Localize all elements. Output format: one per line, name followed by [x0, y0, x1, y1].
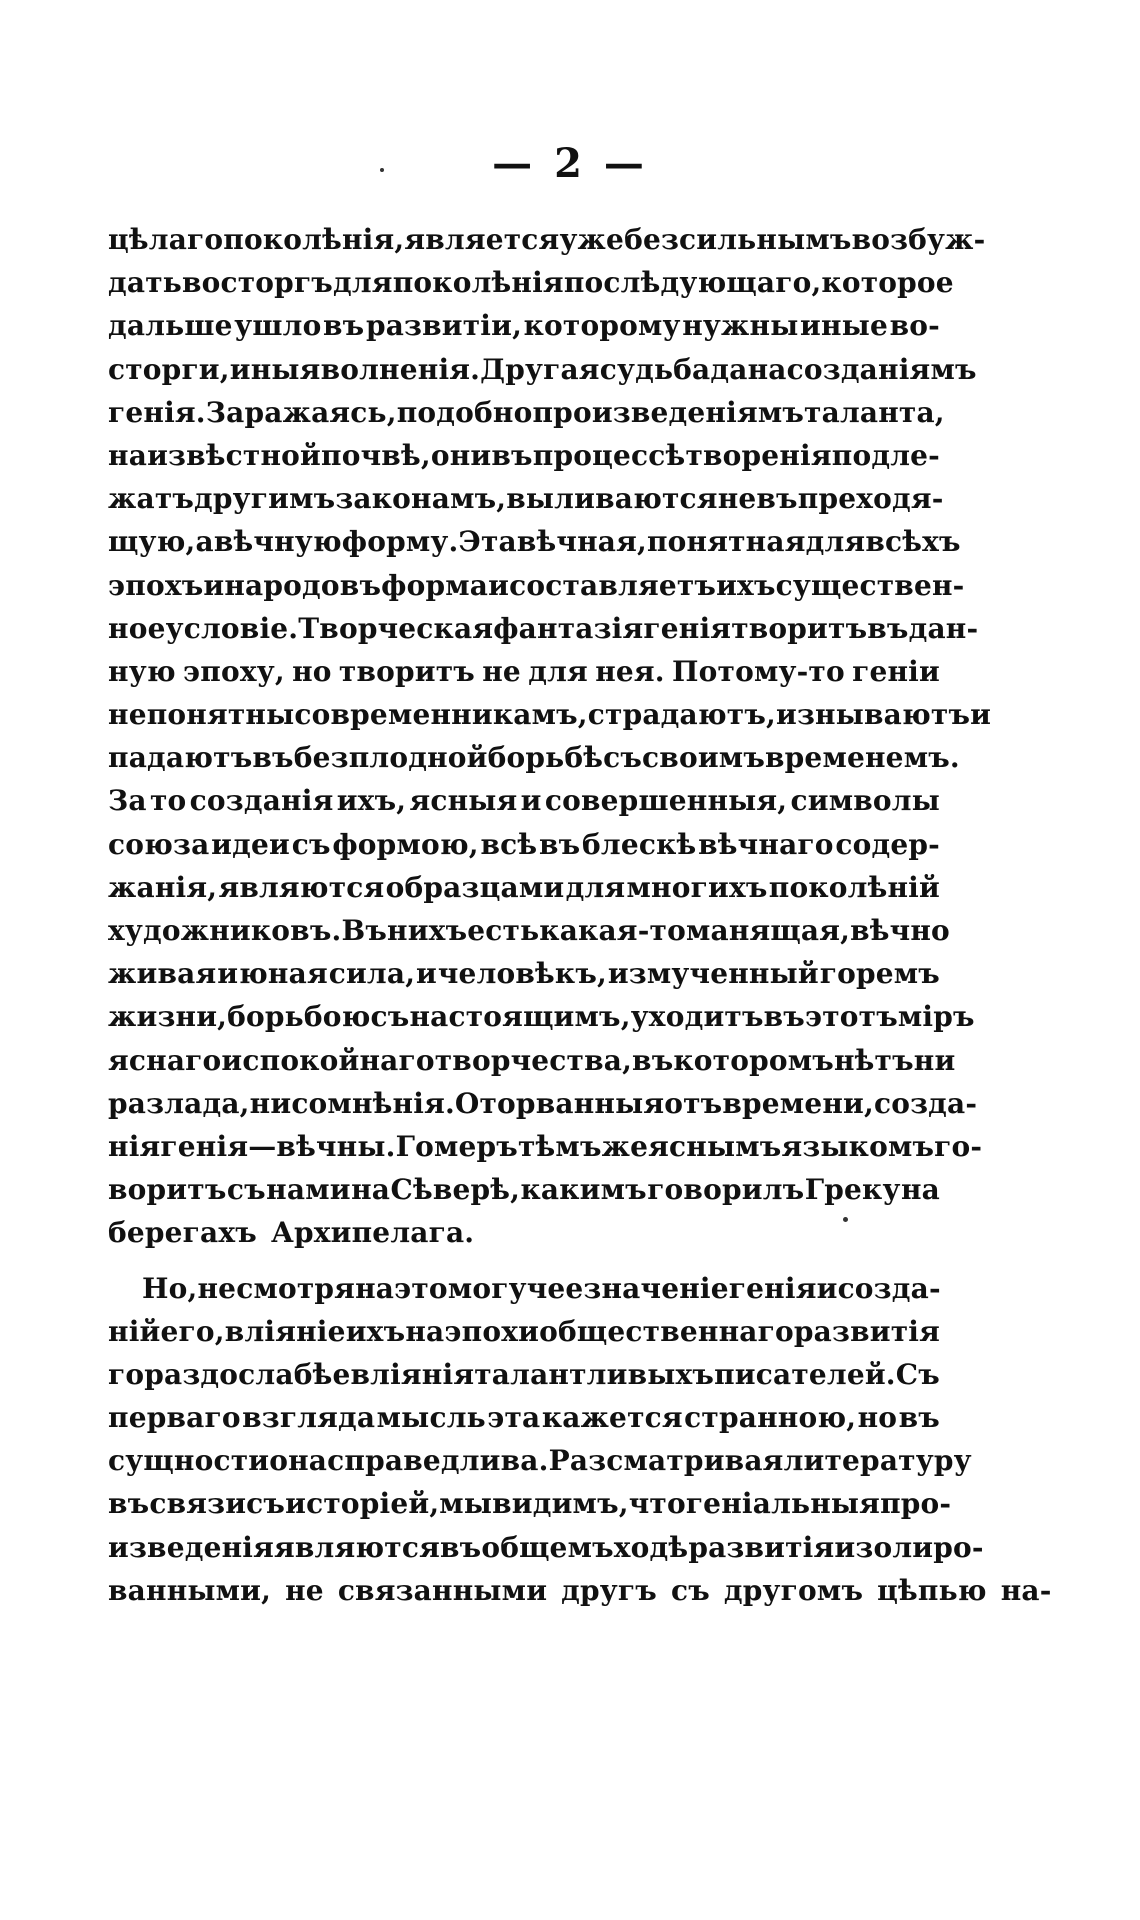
text-line: эпохъ и народовъ форма и составляетъ ихъ существен- [108, 568, 965, 602]
text-line: гораздо слабѣе вліянія талантливыхъ писателей. Съ [108, 1357, 940, 1391]
text-line: дать восторгъ для поколѣнія послѣдующаго, которое [108, 266, 954, 300]
text-line: ную эпоху, но творитъ не для нея. Потому-то геніи [108, 654, 940, 688]
body-text [108, 218, 1052, 1612]
text-line: сущности она справедлива. Разсматривая литературу [108, 1444, 972, 1478]
text-line: берегахъ Архипелага. [108, 1216, 475, 1250]
text-line: разлада, ни сомнѣнія. Оторванныя отъ времени, созда- [108, 1086, 978, 1120]
text-line: щую, а вѣчную форму. Эта вѣчная, понятная для всѣхъ [108, 525, 961, 559]
paragraph-1 [108, 218, 992, 1255]
text-line: Но, не смотря на это могучее значеніе генія и созда- [142, 1271, 941, 1305]
text-line: изведенія являются въ общемъ ходѣ развитія изолиро- [108, 1530, 984, 1564]
text-line: падаютъ въ безплодной борьбѣ съ своимъ временемъ. [108, 741, 960, 775]
print-speck [843, 1217, 848, 1222]
text-line: сторги, иныя волненія. Другая судьба дана созданіямъ [108, 352, 977, 386]
text-line: жизни, борьбою съ настоящимъ, уходитъ въ этотъ міръ [108, 1000, 975, 1034]
text-line: непонятны современникамъ, страдаютъ, изнываютъ и [108, 698, 992, 732]
text-line: яснаго и спокойнаго творчества, въ которомъ нѣтъ ни [108, 1043, 956, 1077]
page-number: — 2 — [492, 140, 648, 187]
text-line: ній его, вліяніе ихъ на эпохи общественнаго развитія [108, 1314, 940, 1348]
text-line: ванными, не связанными другъ съ другомъ цѣпью на- [108, 1573, 1052, 1607]
text-line: въ связи съ исторіей, мы видимъ, что геніальныя про- [108, 1487, 952, 1521]
text-line: За то созданія ихъ, ясныя и совершенныя, символы [108, 784, 940, 818]
text-line: нія генія — вѣчны. Гомеръ тѣмъ же яснымъ языкомъ го- [108, 1129, 983, 1163]
text-line: художниковъ. Въ нихъ есть какая-то манящая, вѣчно [108, 914, 950, 947]
text-line: на извѣстной почвѣ, они въ процессѣ творенія подле- [108, 438, 940, 472]
text-line: ное условіе. Творческая фантазія генія творитъ въ дан- [108, 611, 979, 645]
text-line: перваго взгляда мысль эта кажется странною, но въ [108, 1401, 940, 1435]
print-speck [380, 168, 384, 172]
text-line: союза идеи съ формою, всѣ въ блескѣ вѣчнаго содер- [108, 827, 940, 861]
text-line: жатъ другимъ законамъ, выливаются не въ преходя- [108, 482, 944, 516]
text-line: живая и юная сила, и человѣкъ, измученный горемъ [108, 957, 940, 991]
text-line: дальше ушло въ развитіи, которому нужны иные во- [108, 309, 940, 343]
paragraph-gap [108, 1255, 940, 1267]
paragraph-2 [108, 1267, 1052, 1613]
text-line: цѣлаго поколѣнія, является уже безсильнымъ возбуж- [108, 223, 986, 256]
text-line: генія. Заражаясь, подобно произведеніямъ таланта, [108, 395, 945, 429]
text-line: жанія, являются образцами для многихъ поколѣній [108, 870, 940, 904]
text-line: воритъ съ нами на Сѣверѣ, какимъ говорилъ Греку на [108, 1173, 940, 1207]
